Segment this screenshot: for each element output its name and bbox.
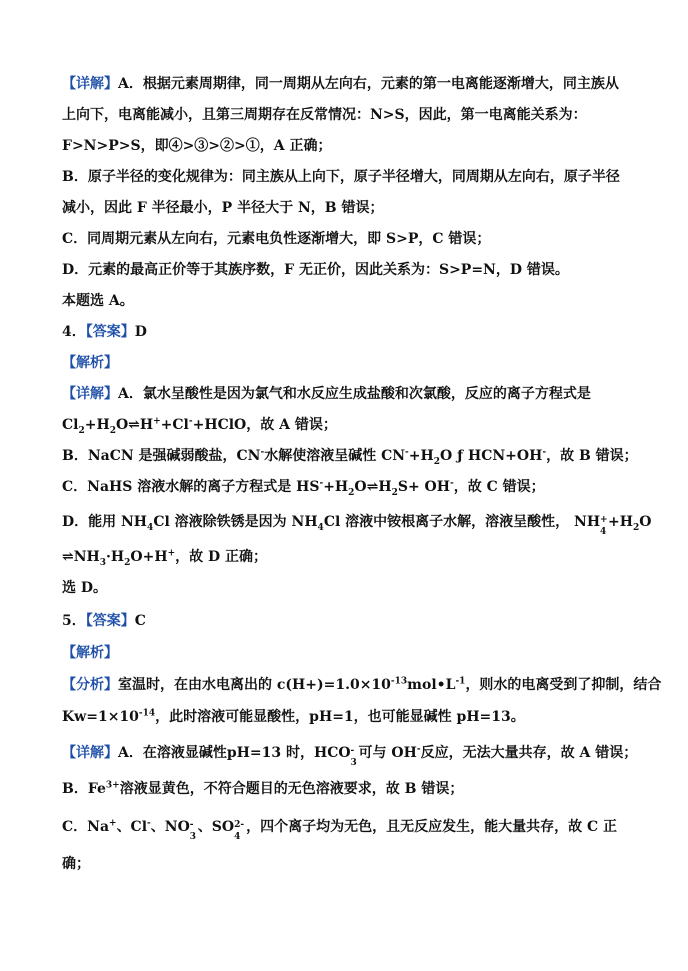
q3-line-b2: 减小，因此 F 半径最小，P 半径大于 N，B 错误；: [62, 200, 384, 216]
q3-line-d1: D．元素的最高正价等于其族序数，F 无正价，因此关系为：S>P=N，D 错误。: [62, 262, 569, 278]
q5-line-b1: B．$Fe^{3+}$溶液显黄色，不符合题目的无色溶液要求，故 B 错误；: [62, 780, 464, 797]
q4-line-d1: D．能用 $NH_4Cl$ 溶液除铁锈是因为 $NH_4Cl$ 溶液中铵根离子水解，溶液呈酸性， NH + 4 $+H_2O$: [62, 514, 652, 537]
q3-line-c1: C．同周期元素从左向右，元素电负性逐渐增大，即 S>P，C 错误；: [62, 231, 491, 247]
q3-a1-text: A．根据元素周期律，同一周期从左向右，元素的第一电离能逐渐增大，同主族从: [118, 76, 619, 92]
answer-tag: 【答案】: [85, 324, 135, 340]
detail-tag: 【详解】: [62, 76, 118, 92]
q4-analysis-tag: [62, 352, 642, 374]
q4-detail-line-a1: [62, 383, 642, 405]
q3-conclusion: 本题选 A。: [62, 293, 134, 309]
q3-detail-line-a1: [62, 73, 642, 95]
q5-analysis-tag: [62, 642, 642, 664]
q3-line-a3: F>N>P>S，即④>③>②>①，A 正确；: [62, 138, 332, 154]
q4-line-b1: B．NaCN 是强碱弱酸盐，CN-水解使溶液呈碱性 $CN^-+H_2O$ ƒ HCN+OH-，故 B 错误；: [62, 447, 638, 467]
q5-line-c1: C．Na+、Cl-、NO - 3 、SO 2- 4 ，四个离子均为无色，且无反应发生，能大量共存，故 C 正: [62, 818, 617, 842]
q4-line-c1: C．NaHS 溶液水解的离子方程式是 $HS^-+H_2O\rightleftharpoons H_2S+ OH^-$，故 C 错误；: [62, 478, 545, 498]
q3-line-a2: 上向下，电离能减小，且第三周期存在反常情况：N>S，因此，第一电离能关系为：: [62, 107, 587, 123]
question-number: 4．: [62, 324, 86, 340]
q4-line-a2: $Cl_2+H_2O\rightleftharpoons H^++Cl^-+HClO$，故 A 错误；: [62, 416, 337, 436]
detail-tag: 【详解】: [62, 745, 118, 761]
q4-a1-text: A．氯水呈酸性是因为氯气和水反应生成盐酸和次氯酸，反应的离子方程式是: [118, 386, 591, 402]
q4-answer-line: [62, 321, 642, 343]
q5-answer-line: [62, 610, 642, 632]
q5-line-p2: $Kw=1\times 10^{-14}$，此时溶液可能显酸性，pH=1，也可能显碱性 pH=13。: [62, 708, 525, 725]
detail-tag: 【详解】: [62, 386, 118, 402]
q5-line-c2: 确；: [62, 856, 90, 872]
q5-line-p1: 【分析】室温时，在由水电离出的 $c(H+)=1.0\times 10^{-13}mol•L^{-1}$，则水的电离受到了抑制，结合: [62, 676, 662, 693]
q3-line-b1: B．原子半径的变化规律为：同主族从上向下，原子半径增大，同周期从左向右，原子半径: [62, 169, 620, 185]
question-number: 5．: [62, 613, 86, 629]
q4-conclusion: 选 D。: [62, 580, 108, 596]
answer-value: C: [134, 613, 146, 629]
q4-line-d2: $\rightleftharpoons NH_3\cdot H_2O+H^+$，故 D 正确；: [62, 548, 267, 568]
analysis-label: 【分析】: [62, 677, 118, 693]
q5-line-a1: 【详解】A．在溶液显碱性pH=13 时，HCO - 3 可与 OH-反应，无法大量共存，故 A 错误；: [62, 744, 638, 768]
answer-value: D: [134, 324, 147, 340]
analysis-tag: 【解析】: [62, 645, 118, 661]
answer-tag: 【答案】: [85, 613, 135, 629]
analysis-tag: 【解析】: [62, 355, 118, 371]
